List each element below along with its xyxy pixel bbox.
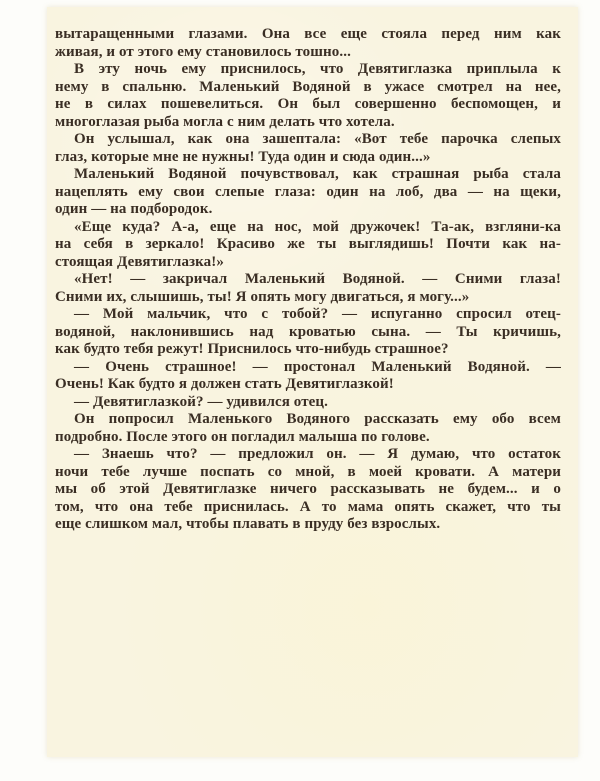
text-line: — Девятиглазкой? — удивился отец. [74,393,329,410]
text-line: стоящая Девятиглазка!» [55,253,224,270]
text-line: мы об этой Девятиглазке ничего рассказывать не будем... и о [55,481,561,497]
text-line: глаз, которые мне не нужны! Туда один и сюда один...» [55,148,431,165]
text-line: Он попросил Маленького Водяного рассказать ему обо всем [74,411,561,427]
text-line: том, что она тебе приснилась. А то мама опять скажет, что ты [55,498,561,515]
text-line: В эту ночь ему приснилось, что Девятиглазка приплыла к [74,61,561,77]
text-line: один — на подбородок. [55,201,213,217]
text-line: Очень! Как будто я должен стать Девятиглазкой! [55,376,394,392]
text-line: — Мой мальчик, что с тобой? — испуганно спросил отец- [74,306,561,322]
text-line: Он услышал, как она зашептала: «Вот тебе парочка слепых [74,131,561,147]
text-line: подробно. После этого он погладил малыша по голове. [55,428,430,445]
text-line: нацеплять ему свои слепые глаза: один на лоб, два — на щеки, [55,183,561,200]
text-line: еще слишком мал, чтобы плавать в пруду без взрослых. [55,516,441,532]
text-line: многоглазая рыба могла с ним делать что хотела. [55,113,395,130]
text-line: «Нет! — закричал Маленький Водяной. — Сними глаза! [74,271,561,287]
text-line: вытаращенными глазами. Она все еще стояла перед ним как [55,26,561,42]
text-line: не в силах пошевелиться. Он был совершенно беспомощен, и [55,96,561,112]
text-line: Маленький Водяной почувствовал, как страшная рыба стала [74,166,561,182]
text-line: Сними их, слышишь, ты! Я опять могу двигаться, я могу...» [55,288,470,305]
text-line: водяной, наклонившись над кроватью сына. — Ты кричишь, [55,323,561,340]
text-line: «Еще куда? А-а, еще на нос, мой дружочек! Та-ак, взгляни-ка [74,218,561,235]
page-text-block [55,26,561,534]
text-line: нему в спальню. Маленький Водяной в ужасе смотрел на нее, [55,78,561,95]
text-line: на себя в зеркало! Красиво же ты выглядишь! Почти как на- [55,236,561,252]
text-line: — Очень страшное! — простонал Маленький Водяной. — [74,358,561,375]
text-line: ночи тебе лучше поспать со мной, в моей кровати. А матери [55,463,561,480]
text-line: как будто тебя режут! Приснилось что-нибудь страшное? [55,341,449,357]
text-line: живая, и от этого ему становилось тошно... [55,43,351,60]
book-page [47,7,578,757]
text-line: — Знаешь что? — предложил он. — Я думаю, что остаток [74,446,561,462]
